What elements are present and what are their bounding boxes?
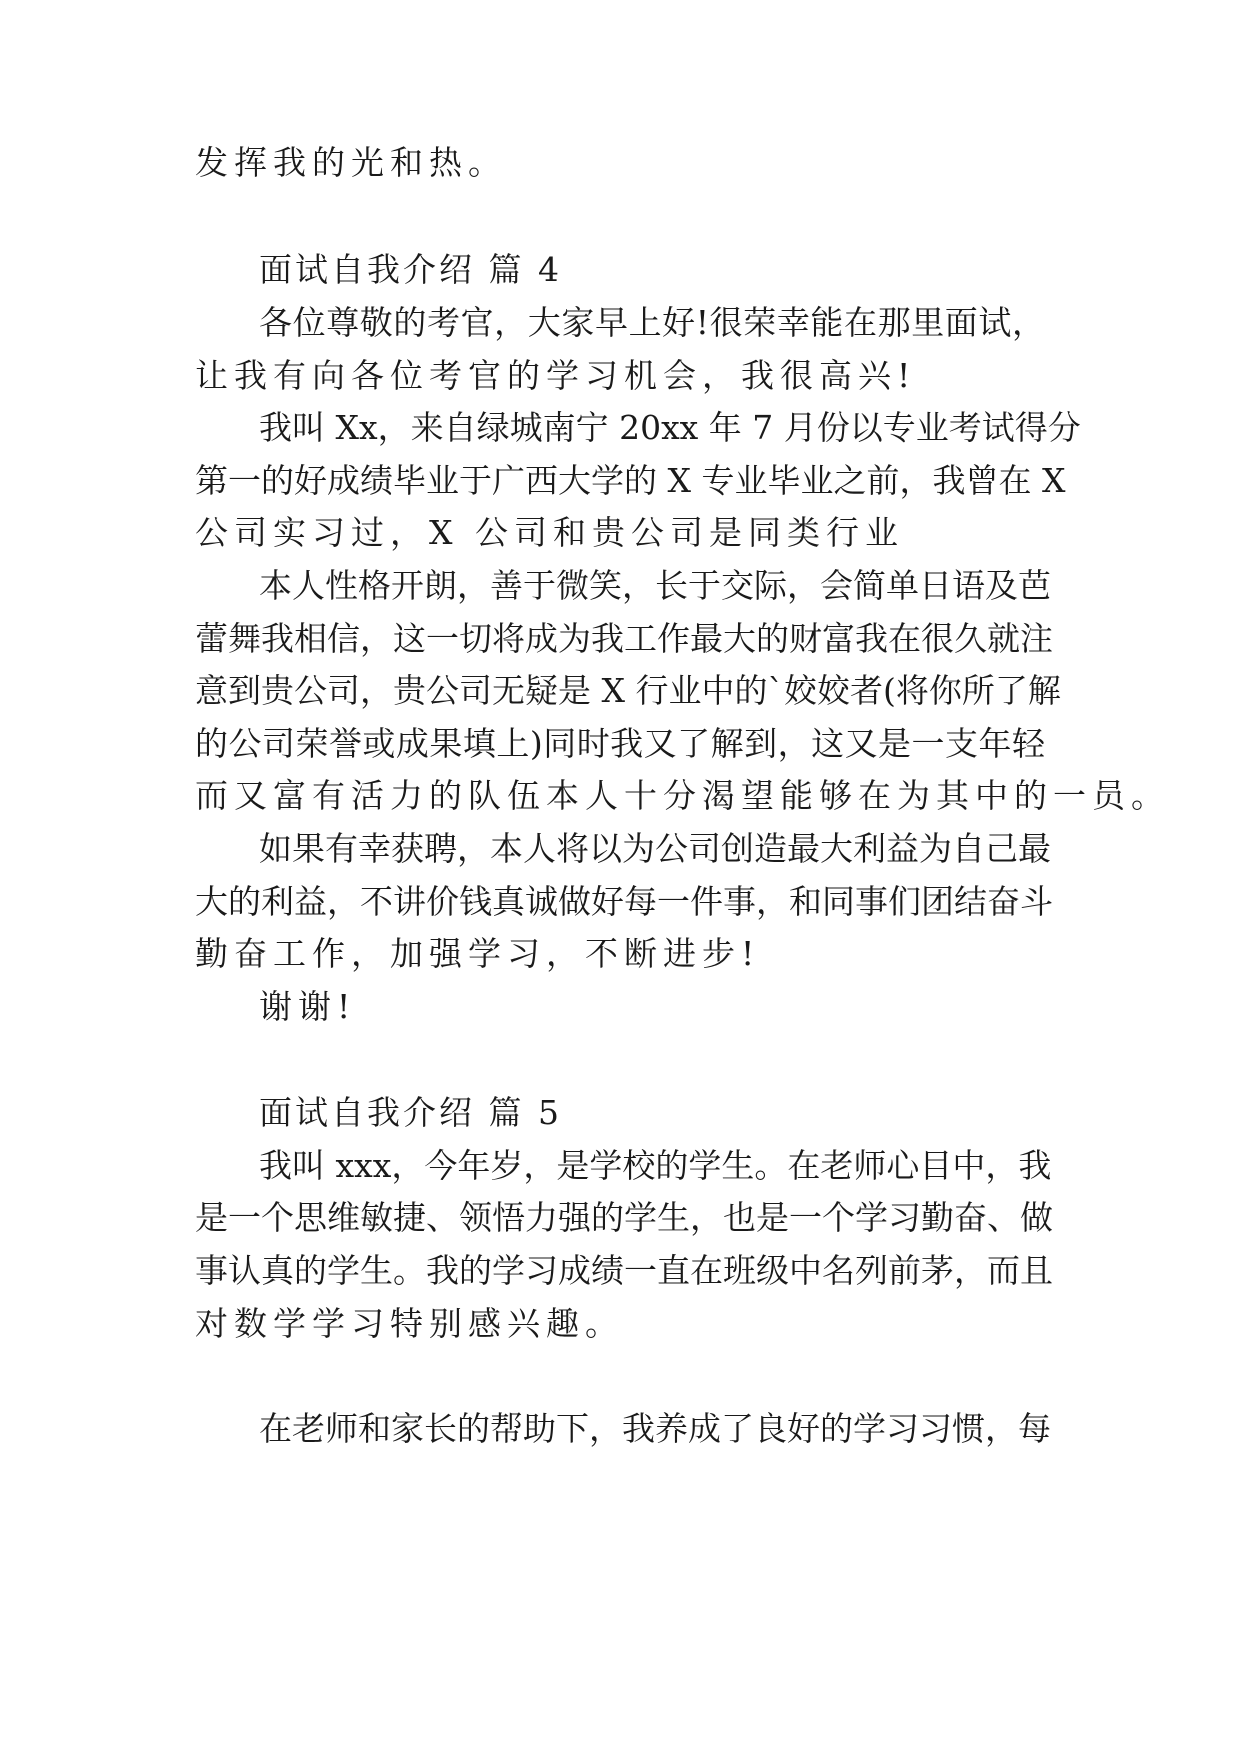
text-line <box>0 929 1241 979</box>
text-line <box>0 824 1241 874</box>
line-text: 我叫 Xx，来自绿城南宁 20xx 年 7 月份以专业考试得分 <box>259 408 1081 447</box>
text-line <box>0 298 1241 348</box>
line-text: 发挥我的光和热。 <box>195 143 507 182</box>
line-text: 如果有幸获聘，本人将以为公司创造最大利益为自己最 <box>259 829 1051 868</box>
text-line <box>0 456 1241 506</box>
text-line <box>0 614 1241 664</box>
line-text: 的公司荣誉或成果填上)同时我又了解到，这又是一支年轻 <box>195 724 1045 763</box>
line-text: 大的利益，不讲价钱真诚做好每一件事，和同事们团结奋斗 <box>195 882 1053 921</box>
text-line <box>0 1404 1241 1454</box>
text-line <box>0 719 1241 769</box>
section-heading <box>0 1088 1241 1138</box>
line-text: 勤奋工作，加强学习，不断进步! <box>195 934 761 973</box>
heading-text: 面试自我介绍 篇 4 <box>259 250 562 289</box>
text-line <box>0 351 1241 401</box>
line-text: 是一个思维敏捷、领悟力强的学生，也是一个学习勤奋、做 <box>195 1198 1053 1237</box>
text-line <box>0 561 1241 611</box>
text-line <box>0 403 1241 453</box>
line-text: 本人性格开朗，善于微笑，长于交际，会简单日语及芭 <box>259 566 1051 605</box>
line-text: 各位尊敬的考官，大家早上好!很荣幸能在那里面试， <box>259 303 1045 342</box>
line-text: 第一的好成绩毕业于广西大学的 X 专业毕业之前，我曾在 X <box>195 461 1066 500</box>
text-line <box>0 138 1241 188</box>
text-line <box>0 877 1241 927</box>
text-line <box>0 1193 1241 1243</box>
text-line <box>0 771 1241 821</box>
text-line <box>0 666 1241 716</box>
line-text: 我叫 xxx，今年岁，是学校的学生。在老师心目中，我 <box>259 1146 1052 1185</box>
line-text: 让我有向各位考官的学习机会，我很高兴! <box>195 356 917 395</box>
line-text: 在老师和家长的帮助下，我养成了良好的学习习惯，每 <box>259 1409 1051 1448</box>
line-text: 蕾舞我相信，这一切将成为我工作最大的财富我在很久就注 <box>195 619 1053 658</box>
section-heading <box>0 245 1241 295</box>
line-text: 事认真的学生。我的学习成绩一直在班级中名列前茅，而且 <box>195 1251 1053 1290</box>
line-text: 对数学学习特别感兴趣。 <box>195 1304 624 1343</box>
text-line <box>0 982 1241 1032</box>
line-text: 意到贵公司，贵公司无疑是 X 行业中的`姣姣者(将你所了解 <box>195 671 1061 710</box>
line-text: 谢谢! <box>259 987 357 1026</box>
line-text: 公司实习过，X 公司和贵公司是同类行业 <box>195 513 904 552</box>
line-text: 而又富有活力的队伍本人十分渴望能够在为其中的一员。 <box>195 776 1170 815</box>
text-line <box>0 1246 1241 1296</box>
heading-text: 面试自我介绍 篇 5 <box>259 1093 562 1132</box>
text-line <box>0 1141 1241 1191</box>
text-line <box>0 508 1241 558</box>
text-line <box>0 1299 1241 1349</box>
